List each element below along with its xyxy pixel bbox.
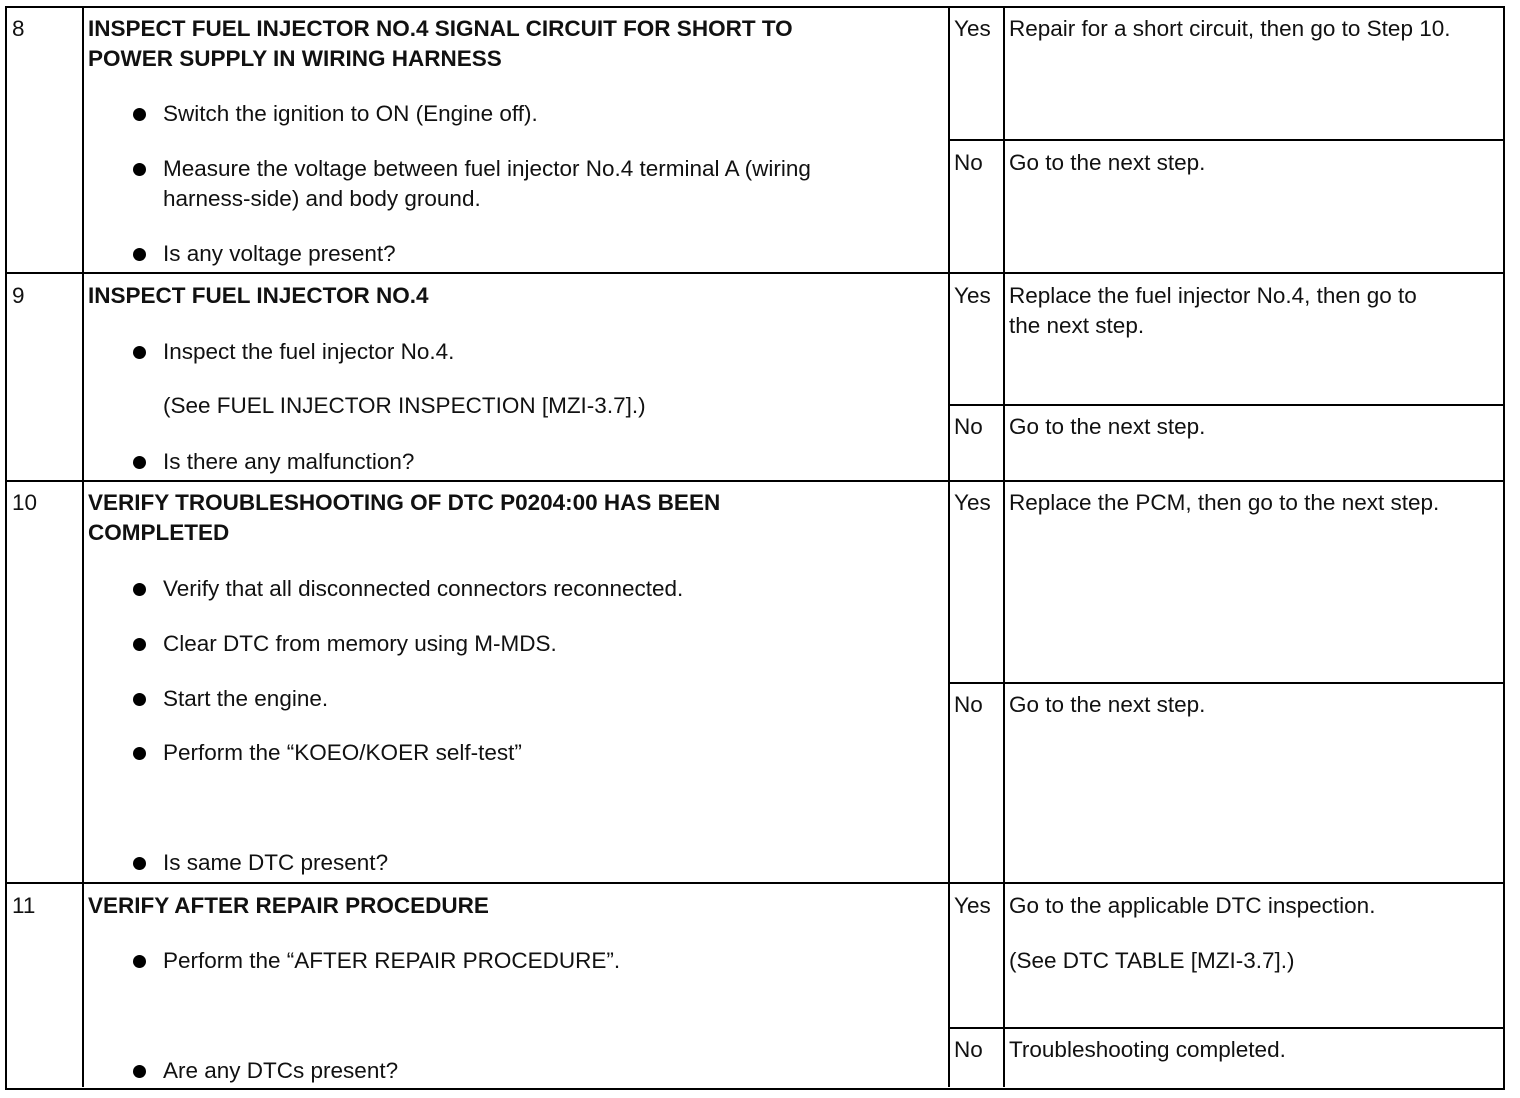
column-divider-step xyxy=(82,8,84,1087)
step-number: 8 xyxy=(12,16,25,41)
yes-label: Yes xyxy=(954,283,991,308)
bullet-icon xyxy=(133,638,146,651)
procedure-note: (See FUEL INJECTOR INSPECTION [MZI-3.7].) xyxy=(163,393,646,418)
bullet-icon xyxy=(133,108,146,121)
step-title: COMPLETED xyxy=(88,520,230,545)
column-divider-result xyxy=(948,8,950,1087)
procedure-item: Are any DTCs present? xyxy=(163,1058,399,1083)
procedure-item: Measure the voltage between fuel injector No.4 terminal A (wiring xyxy=(163,156,811,181)
procedure-item: Clear DTC from memory using M-MDS. xyxy=(163,631,557,656)
procedure-item: harness-side) and body ground. xyxy=(163,186,481,211)
troubleshooting-table xyxy=(5,6,1505,1090)
step-title: INSPECT FUEL INJECTOR NO.4 SIGNAL CIRCUIT FOR SHORT TO xyxy=(88,16,793,41)
yes-label: Yes xyxy=(954,490,991,515)
bullet-icon xyxy=(133,583,146,596)
step-title: VERIFY TROUBLESHOOTING OF DTC P0204:00 HAS BEEN xyxy=(88,490,721,515)
procedure-item: Verify that all disconnected connectors reconnected. xyxy=(163,576,684,601)
yes-no-divider xyxy=(948,682,1504,684)
step-number: 10 xyxy=(12,490,38,515)
procedure-item: Inspect the fuel injector No.4. xyxy=(163,339,455,364)
no-action: Go to the next step. xyxy=(1009,414,1206,439)
yes-no-divider xyxy=(948,139,1504,141)
bullet-icon xyxy=(133,1065,146,1078)
yes-action: the next step. xyxy=(1009,313,1145,338)
yes-label: Yes xyxy=(954,16,991,41)
no-label: No xyxy=(954,414,983,439)
yes-action: Replace the fuel injector No.4, then go to xyxy=(1009,283,1417,308)
yes-label: Yes xyxy=(954,893,991,918)
yes-action: Go to the applicable DTC inspection. xyxy=(1009,893,1376,918)
bullet-icon xyxy=(133,163,146,176)
procedure-item: Is same DTC present? xyxy=(163,850,389,875)
step-title: POWER SUPPLY IN WIRING HARNESS xyxy=(88,46,502,71)
procedure-item: Is there any malfunction? xyxy=(163,449,415,474)
yes-action: Replace the PCM, then go to the next step. xyxy=(1009,490,1440,515)
procedure-item: Perform the “AFTER REPAIR PROCEDURE”. xyxy=(163,948,621,973)
yes-no-divider xyxy=(948,404,1504,406)
no-label: No xyxy=(954,150,983,175)
bullet-icon xyxy=(133,955,146,968)
no-action: Go to the next step. xyxy=(1009,150,1206,175)
step-title: INSPECT FUEL INJECTOR NO.4 xyxy=(88,283,429,308)
bullet-icon xyxy=(133,248,146,261)
no-label: No xyxy=(954,692,983,717)
column-divider-action xyxy=(1003,8,1005,1087)
procedure-item: Start the engine. xyxy=(163,686,329,711)
step-title: VERIFY AFTER REPAIR PROCEDURE xyxy=(88,893,489,918)
bullet-icon xyxy=(133,346,146,359)
row-divider xyxy=(7,882,1504,884)
procedure-item: Is any voltage present? xyxy=(163,241,396,266)
step-number: 11 xyxy=(12,893,36,918)
row-divider xyxy=(7,272,1504,274)
step-number: 9 xyxy=(12,283,25,308)
bullet-icon xyxy=(133,747,146,760)
bullet-icon xyxy=(133,857,146,870)
procedure-item: Perform the “KOEO/KOER self-test” xyxy=(163,740,522,765)
no-label: No xyxy=(954,1037,983,1062)
yes-action: Repair for a short circuit, then go to Step 10. xyxy=(1009,16,1451,41)
yes-no-divider xyxy=(948,1027,1504,1029)
yes-action: (See DTC TABLE [MZI-3.7].) xyxy=(1009,948,1295,973)
row-divider xyxy=(7,480,1504,482)
procedure-item: Switch the ignition to ON (Engine off). xyxy=(163,101,538,126)
bullet-icon xyxy=(133,456,146,469)
no-action: Troubleshooting completed. xyxy=(1009,1037,1286,1062)
bullet-icon xyxy=(133,693,146,706)
no-action: Go to the next step. xyxy=(1009,692,1206,717)
